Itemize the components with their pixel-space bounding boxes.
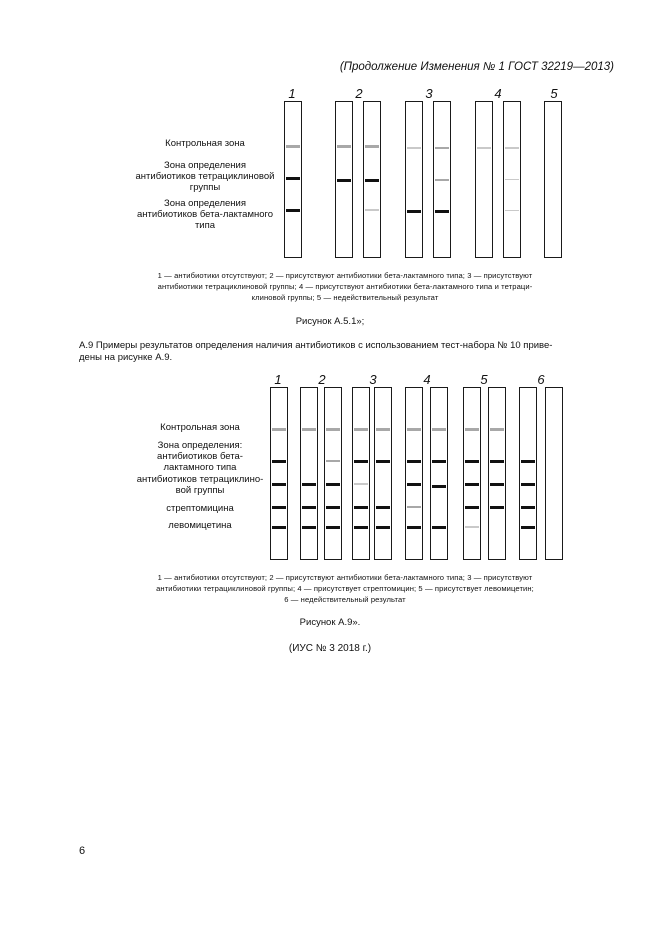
beta-band — [407, 460, 421, 463]
tetra-band — [432, 485, 446, 488]
levo-band — [465, 526, 479, 528]
beta-band — [326, 460, 340, 462]
test-strip — [363, 101, 381, 258]
strep-band — [354, 506, 368, 509]
figure2-label-control: Контрольная зона — [160, 422, 240, 433]
beta-band — [505, 210, 519, 211]
tetra-band — [490, 483, 504, 486]
figure1-number-1: 1 — [288, 86, 296, 101]
control-band — [505, 147, 519, 149]
beta-band — [376, 460, 390, 463]
figure1-label-tetra: Зона определения антибиотиков тетрациклиновой группы — [135, 160, 275, 193]
tetra-band — [505, 179, 519, 180]
test-strip — [324, 387, 342, 560]
figure2-label-beta: Зона определения: антибиотиков бета- лактамного типа — [157, 440, 243, 473]
figure2-number-2: 2 — [318, 372, 326, 387]
control-band — [302, 428, 316, 431]
control-band — [490, 428, 504, 431]
levo-band — [354, 526, 368, 529]
control-band — [465, 428, 479, 431]
strep-band — [376, 506, 390, 509]
figure2-title: Рисунок А.9». — [299, 617, 361, 628]
test-strip — [430, 387, 448, 560]
test-strip — [374, 387, 392, 560]
beta-band — [490, 460, 504, 463]
control-band — [354, 428, 368, 431]
test-strip — [503, 101, 521, 258]
figure1-number-4: 4 — [494, 86, 502, 101]
figure1-number-5: 5 — [550, 86, 558, 101]
test-strip — [463, 387, 481, 560]
test-strip — [352, 387, 370, 560]
strep-band — [272, 506, 286, 509]
test-strip — [475, 101, 493, 258]
figure2-label-tetra: антибиотиков тетрациклино- вой группы — [136, 474, 264, 496]
beta-band — [365, 209, 379, 211]
control-band — [407, 428, 421, 431]
figure1-title: Рисунок А.5.1»; — [295, 316, 365, 327]
beta-band — [407, 210, 421, 213]
page-header: (Продолжение Изменения № 1 ГОСТ 32219—2013) — [339, 61, 614, 73]
figure2-caption: 1 — антибиотики отсутствуют; 2 — присутствуют антибиотики бета-лактамного типа; 3 — присутствуют антибиотики тетрациклиновой группы; 4 — присутствует стрептомицин; 5 — присутствует левомицетин; 6 — недействительный результат — [156, 573, 534, 604]
control-band — [432, 428, 446, 431]
beta-band — [521, 460, 535, 463]
control-band — [407, 147, 421, 149]
tetra-band — [302, 483, 316, 486]
strep-band — [302, 506, 316, 509]
tetra-band — [326, 483, 340, 486]
strep-band — [465, 506, 479, 509]
test-strip — [405, 387, 423, 560]
beta-band — [286, 209, 300, 212]
test-strip — [433, 101, 451, 258]
test-strip — [300, 387, 318, 560]
beta-band — [354, 460, 368, 463]
beta-band — [465, 460, 479, 463]
control-band — [435, 147, 449, 149]
figure2-number-5: 5 — [480, 372, 488, 387]
tetra-band — [337, 179, 351, 182]
figure1-label-beta: Зона определения антибиотиков бета-лактамного типа — [136, 198, 274, 231]
control-band — [272, 428, 286, 431]
strep-band — [521, 506, 535, 509]
strep-band — [326, 506, 340, 509]
strep-band — [490, 506, 504, 509]
levo-band — [376, 526, 390, 529]
figure1-number-2: 2 — [355, 86, 363, 101]
control-band — [376, 428, 390, 431]
strep-band — [407, 506, 421, 508]
figure2-label-strep: стрептомицина — [166, 503, 234, 514]
control-band — [477, 147, 491, 149]
test-strip — [519, 387, 537, 560]
tetra-band — [465, 483, 479, 486]
test-strip — [405, 101, 423, 258]
tetra-band — [407, 483, 421, 486]
beta-band — [272, 460, 286, 463]
tetra-band — [435, 179, 449, 181]
levo-band — [432, 526, 446, 529]
beta-band — [435, 210, 449, 213]
figure1-number-3: 3 — [425, 86, 433, 101]
page-number: 6 — [79, 845, 86, 857]
test-strip — [544, 101, 562, 258]
levo-band — [407, 526, 421, 529]
control-band — [337, 145, 351, 148]
levo-band — [326, 526, 340, 529]
figure2-number-6: 6 — [537, 372, 545, 387]
levo-band — [272, 526, 286, 529]
tetra-band — [354, 483, 368, 485]
control-band — [365, 145, 379, 148]
tetra-band — [365, 179, 379, 182]
figure2-number-4: 4 — [423, 372, 431, 387]
control-band — [326, 428, 340, 431]
levo-band — [302, 526, 316, 529]
test-strip — [335, 101, 353, 258]
test-strip — [284, 101, 302, 258]
test-strip — [545, 387, 563, 560]
figure2-number-1: 1 — [274, 372, 282, 387]
figure1-caption: 1 — антибиотики отсутствуют; 2 — присутствуют антибиотики бета-лактамного типа; 3 — присутствуют антибиотики тетрациклиновой группы; 4 — присутствуют антибиотики бета-лактамного типа и тетраци- клиновой группы; 5 — недействительный результат — [157, 271, 533, 302]
figure2-number-3: 3 — [369, 372, 377, 387]
paragraph-a9: А.9 Примеры результатов определения наличия антибиотиков с использованием тест-набора № 10 приве- дены на рисунке А.9. — [79, 340, 553, 363]
figure1-label-control: Контрольная зона — [165, 138, 245, 149]
tetra-band — [521, 483, 535, 486]
ius-note: (ИУС № 3 2018 г.) — [288, 643, 372, 654]
figure2-label-levo: левомицетина — [168, 520, 232, 531]
tetra-band — [286, 177, 300, 180]
test-strip — [488, 387, 506, 560]
control-band — [286, 145, 300, 148]
beta-band — [432, 460, 446, 463]
levo-band — [521, 526, 535, 529]
